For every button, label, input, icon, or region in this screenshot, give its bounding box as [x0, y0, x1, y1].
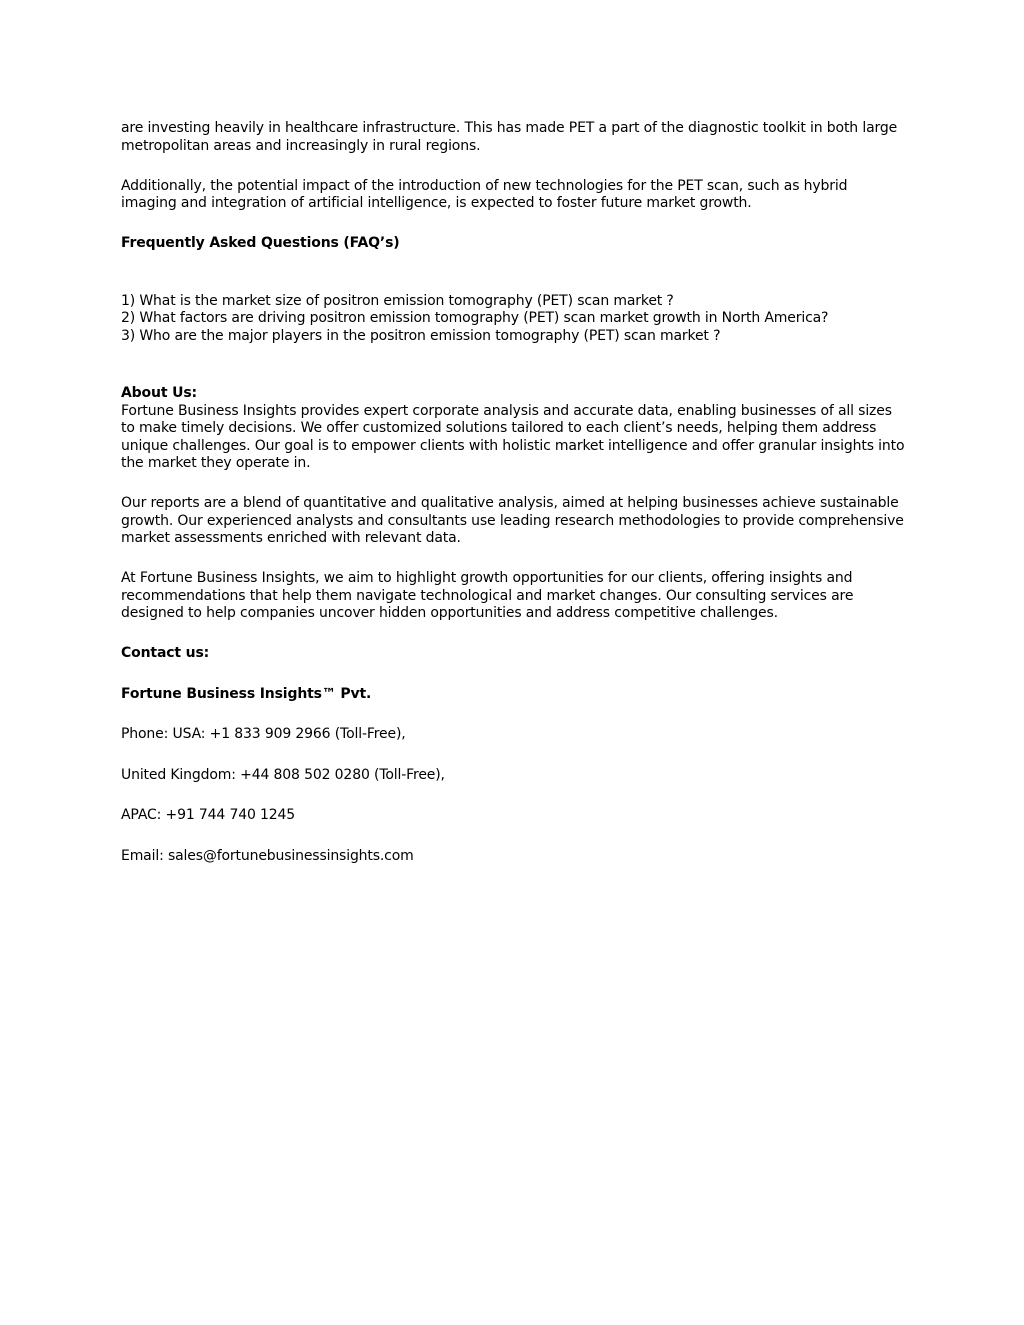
about-paragraph-3: At Fortune Business Insights, we aim to highlight growth opportunities for our clients, offering insights and recommendations that help them navigate technological and market changes. Our consulting services are designed to help companies uncover hidden opportunities and address competitive challenges. — [121, 570, 854, 621]
phone-uk: United Kingdom: +44 808 502 0280 (Toll-Free), — [121, 766, 445, 783]
phone-usa: Phone: USA: +1 833 909 2966 (Toll-Free), — [121, 726, 406, 742]
phone-apac: APAC: +91 744 740 1245 — [121, 807, 296, 823]
faq-heading: Frequently Asked Questions (FAQ’s) — [121, 235, 400, 251]
document-page — [121, 120, 906, 888]
contact-email: Email: sales@fortunebusinessinsights.com — [121, 847, 414, 864]
faq-list — [121, 293, 906, 346]
faq-item: 2) What factors are driving positron emission tomography (PET) scan market growth in North America? — [121, 310, 829, 326]
about-heading: About Us: — [121, 385, 197, 401]
contact-heading: Contact us: — [121, 645, 210, 661]
intro-paragraph-2: Additionally, the potential impact of the introduction of new technologies for the PET scan, such as hybrid imaging and integration of artificial intelligence, is expected to foster future market growth. — [121, 177, 848, 211]
faq-item: 1) What is the market size of positron emission tomography (PET) scan market ? — [121, 292, 674, 309]
company-name: Fortune Business Insights™ Pvt. — [121, 685, 372, 702]
intro-paragraph-1: are investing heavily in healthcare infrastructure. This has made PET a part of the diagnostic toolkit in both large metropolitan areas and increasingly in rural regions. — [121, 120, 898, 154]
about-paragraph-2: Our reports are a blend of quantitative and qualitative analysis, aimed at helping businesses achieve sustainable growth. Our experienced analysts and consultants use leading research methodologies to provide comprehensive market assessments enriched with relevant data. — [121, 495, 904, 546]
about-paragraph-1: Fortune Business Insights provides expert corporate analysis and accurate data, enabling businesses of all sizes to make timely decisions. We offer customized solutions tailored to each client’s needs, helping them address unique challenges. Our goal is to empower clients with holistic market intelligence and offer granular insights into the market they operate in. — [121, 402, 905, 471]
faq-item: 3) Who are the major players in the positron emission tomography (PET) scan market ? — [121, 327, 721, 344]
